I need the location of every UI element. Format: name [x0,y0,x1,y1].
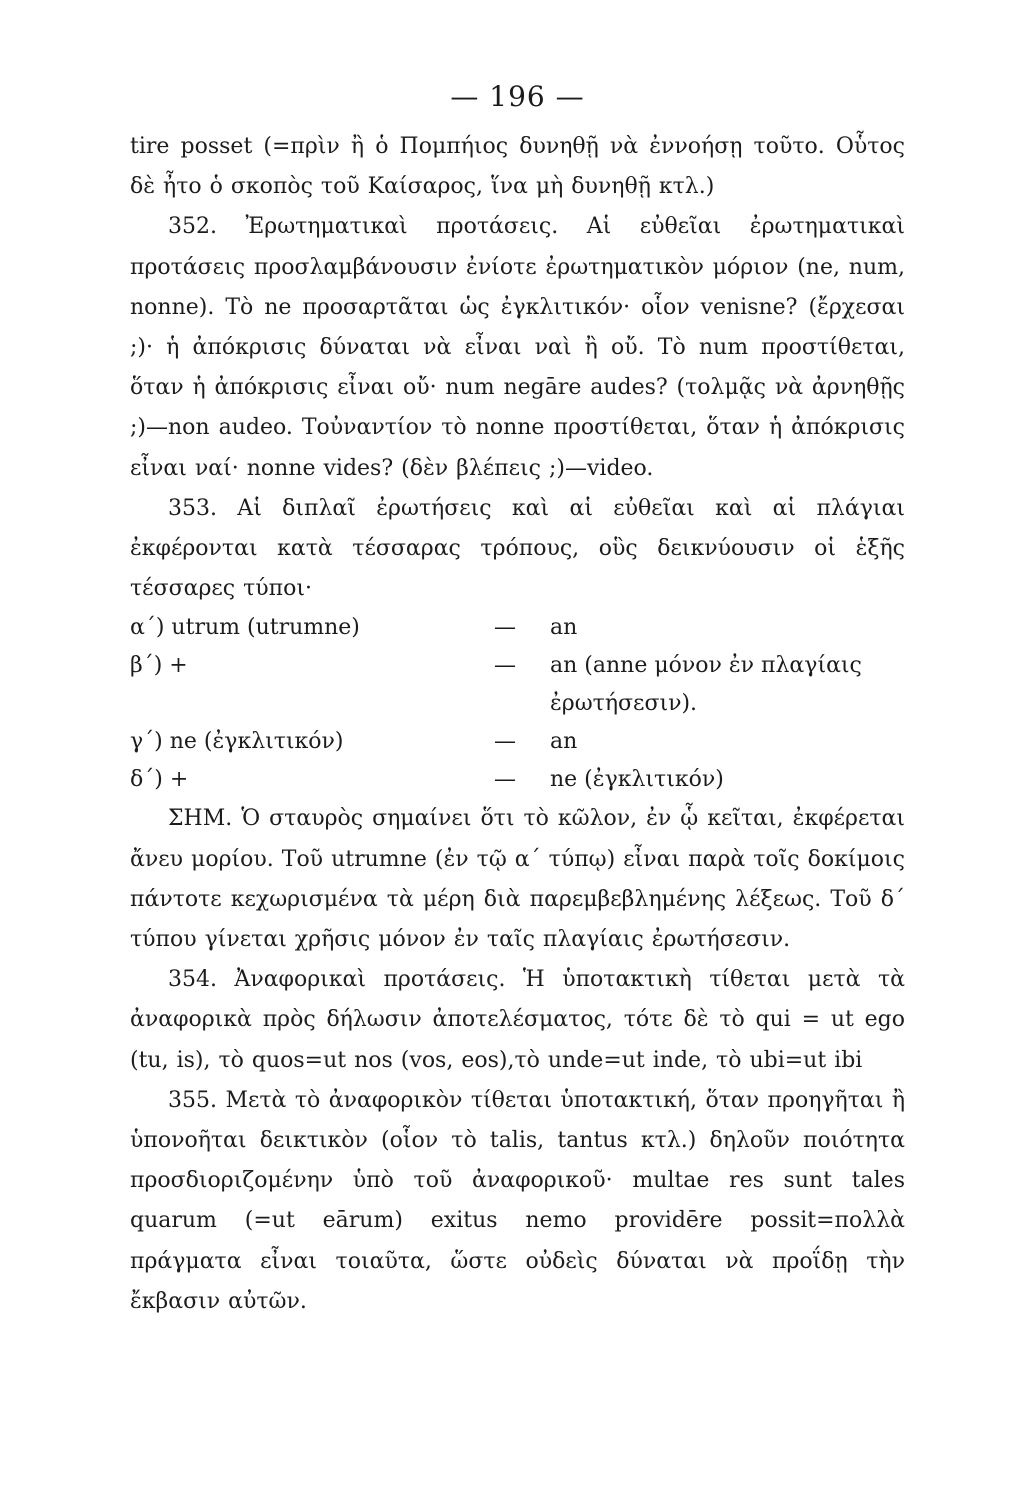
form-label: δ΄) + [130,767,189,793]
form-second-part: an [550,729,578,755]
paragraph-continuation: tire posset (=πρὶν ἢ ὁ Πομπήιος δυνηθῇ νὰ ἐννοήσῃ τοῦτο. Οὗτος δὲ ἦτο ὁ σκοπὸς τοῦ Καίσαρος, ἵνα μὴ δυνηθῇ κτλ.) [130,134,905,200]
form-second-part: ne (ἐγκλιτικόν) [550,767,724,793]
form-label: γ΄) ne (ἐγκλιτικόν) [130,729,344,755]
form-dash: — [494,615,516,641]
question-form-row [130,761,905,799]
question-forms-list [130,609,905,799]
paragraph-354-relative-clauses: 354. Ἀναφορικαὶ προτάσεις. Ἡ ὑποτακτικὴ τίθεται μετὰ τὰ ἀναφορικὰ πρὸς δήλωσιν ἀποτελέσματος, τότε δὲ τὸ qui = ut ego (tu, is), τὸ quos=ut nos (vos, eos),τὸ unde=ut inde, τὸ ubi=ut ibi [130,967,905,1073]
form-second-part: an (anne μόνον ἐν πλαγίαις ἐρωτήσεσιν). [550,653,862,717]
form-dash: — [494,653,516,679]
form-dash: — [494,767,516,793]
form-label: α΄) utrum (utrumne) [130,615,360,641]
paragraph-352-interrogative-sentences: 352. Ἐρωτηματικαὶ προτάσεις. Αἱ εὐθεῖαι ἐρωτηματικαὶ προτάσεις προσλαμβάνουσιν ἐνίοτε ἐρωτηματικὸν μόριον (ne, num, nonne). Τὸ ne προσαρτᾶται ὡς ἐγκλιτικόν· οἷον venisne? (ἔρχεσαι ;)· ἡ ἀπόκρισις δύναται νὰ εἶναι ναὶ ἢ οὔ. Τὸ num προστίθεται, ὅταν ἡ ἀπόκρισις εἶναι οὔ· num negāre audes? (τολμᾷς νὰ ἀρνηθῇς ;)—non audeo. Τοὐναντίον τὸ nonne προστίθεται, ὅταν ἡ ἀπόκρισις εἶναι ναί· nonne vides? (δὲν βλέπεις ;)—video. [130,214,905,481]
paragraph-note: ΣΗΜ. Ὁ σταυρὸς σημαίνει ὅτι τὸ κῶλον, ἐν ᾧ κεῖται, ἐκφέρεται ἄνευ μορίου. Τοῦ utrumne (ἐν τῷ α΄ τύπῳ) εἶναι παρὰ τοῖς δοκίμοις πάντοτε κεχωρισμένα τὰ μέρη διὰ παρεμβεβλημένης λέξεως. Τοῦ δ΄ τύπου γίνεται χρῆσις μόνον ἐν ταῖς πλαγίαις ἐρωτήσεσιν. [130,806,905,953]
form-label: β΄) + [130,653,188,679]
document-page [130,80,905,1322]
paragraph-353-double-questions: 353. Αἱ διπλαῖ ἐρωτήσεις καὶ αἱ εὐθεῖαι καὶ αἱ πλάγιαι ἐκφέρονται κατὰ τέσσαρας τρόπους, οὓς δεικνύουσιν οἱ ἑξῆς τέσσαρες τύποι· [130,495,905,602]
question-form-row [130,609,905,647]
page-number: — 196 — [450,80,585,113]
form-dash: — [494,729,516,755]
question-form-row [130,647,905,723]
paragraph-355-subjunctive-after-relative: 355. Μετὰ τὸ ἀναφορικὸν τίθεται ὑποτακτική, ὅταν προηγῆται ἢ ὑπονοῆται δεικτικὸν (οἷον τὸ talis, tantus κτλ.) δηλοῦν ποιότητα προσδιοριζομένην ὑπὸ τοῦ ἀναφορικοῦ· multae res sunt tales quarum (=ut eārum) exitus nemo providēre possit=πολλὰ πράγματα εἶναι τοιαῦτα, ὥστε οὐδεὶς δύναται νὰ προΐδῃ τὴν ἔκβασιν αὐτῶν. [130,1087,905,1314]
form-second-part: an [550,615,578,641]
question-form-row [130,723,905,761]
